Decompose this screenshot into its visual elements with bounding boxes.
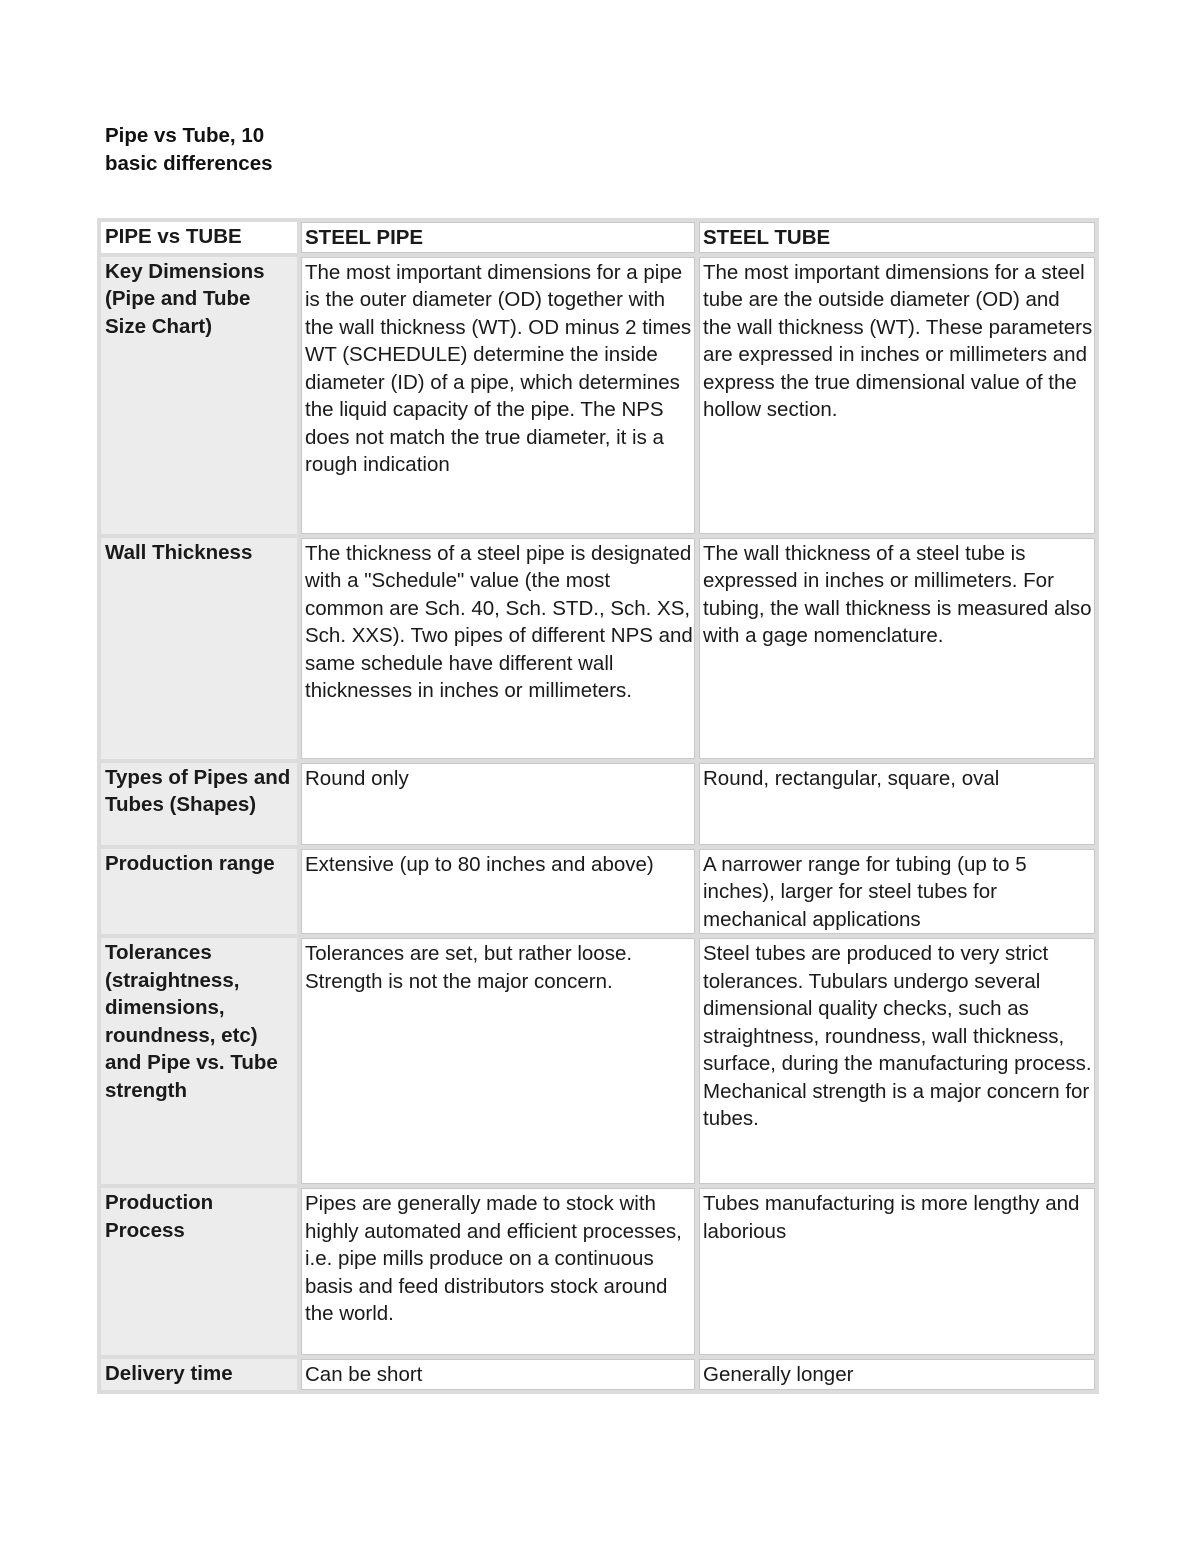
tube-cell: Generally longer [699,1359,1095,1390]
document-title-line-1: Pipe vs Tube, 10 [105,124,265,147]
row-label: Production Process [101,1188,297,1355]
tube-cell: The most important dimensions for a steel tube are the outside diameter (OD) and the wall thickness (WT). These parameters are expressed in inches or millimeters and express the true dimensional value of the hollow section. [699,257,1095,534]
header-cell-steel-tube: STEEL TUBE [699,222,1095,253]
table-row-key-dimensions [101,257,1095,534]
tube-cell: The wall thickness of a steel tube is expressed in inches or millimeters. For tubing, the wall thickness is measured also with a gage nomenclature. [699,538,1095,759]
pipe-cell: Can be short [301,1359,695,1390]
tube-cell: A narrower range for tubing (up to 5 inches), larger for steel tubes for mechanical applications [699,849,1095,935]
table-row-tolerances [101,938,1095,1184]
tube-cell: Steel tubes are produced to very strict tolerances. Tubulars undergo several dimensional quality checks, such as straightness, roundness, wall thickness, surface, during the manufacturing process. Mechanical strength is a major concern for tubes. [699,938,1095,1184]
document-title-line-2: basic differences [105,152,273,175]
document-title [105,122,273,178]
row-label: Types of Pipes and Tubes (Shapes) [101,763,297,845]
table-row-production-process [101,1188,1095,1355]
tube-cell: Round, rectangular, square, oval [699,763,1095,845]
pipe-cell: Extensive (up to 80 inches and above) [301,849,695,935]
row-label: Delivery time [101,1359,297,1390]
header-cell-comparison: PIPE vs TUBE [101,222,297,253]
table-header-row [101,222,1095,253]
table-row-production-range [101,849,1095,935]
pipe-cell: Round only [301,763,695,845]
pipe-cell: The most important dimensions for a pipe is the outer diameter (OD) together with the wall thickness (WT). OD minus 2 times WT (SCHEDULE) determine the inside diameter (ID) of a pipe, which determines the liquid capacity of the pipe. The NPS does not match the true diameter, it is a rough indication [301,257,695,534]
table-row-types [101,763,1095,845]
pipe-cell: Tolerances are set, but rather loose. Strength is not the major concern. [301,938,695,1184]
table-row-delivery-time [101,1359,1095,1390]
row-label: Key Dimensions (Pipe and Tube Size Chart) [101,257,297,534]
comparison-table [97,218,1099,1394]
pipe-cell: Pipes are generally made to stock with highly automated and efficient processes, i.e. pipe mills produce on a continuous basis and feed distributors stock around the world. [301,1188,695,1355]
header-cell-steel-pipe: STEEL PIPE [301,222,695,253]
table-row-wall-thickness [101,538,1095,759]
pipe-cell: The thickness of a steel pipe is designated with a "Schedule" value (the most common are Sch. 40, Sch. STD., Sch. XS, Sch. XXS). Two pipes of different NPS and same schedule have different wall thicknesses in inches or millimeters. [301,538,695,759]
row-label: Production range [101,849,297,935]
row-label: Tolerances (straightness, dimensions, roundness, etc) and Pipe vs. Tube strength [101,938,297,1184]
tube-cell: Tubes manufacturing is more lengthy and laborious [699,1188,1095,1355]
row-label: Wall Thickness [101,538,297,759]
